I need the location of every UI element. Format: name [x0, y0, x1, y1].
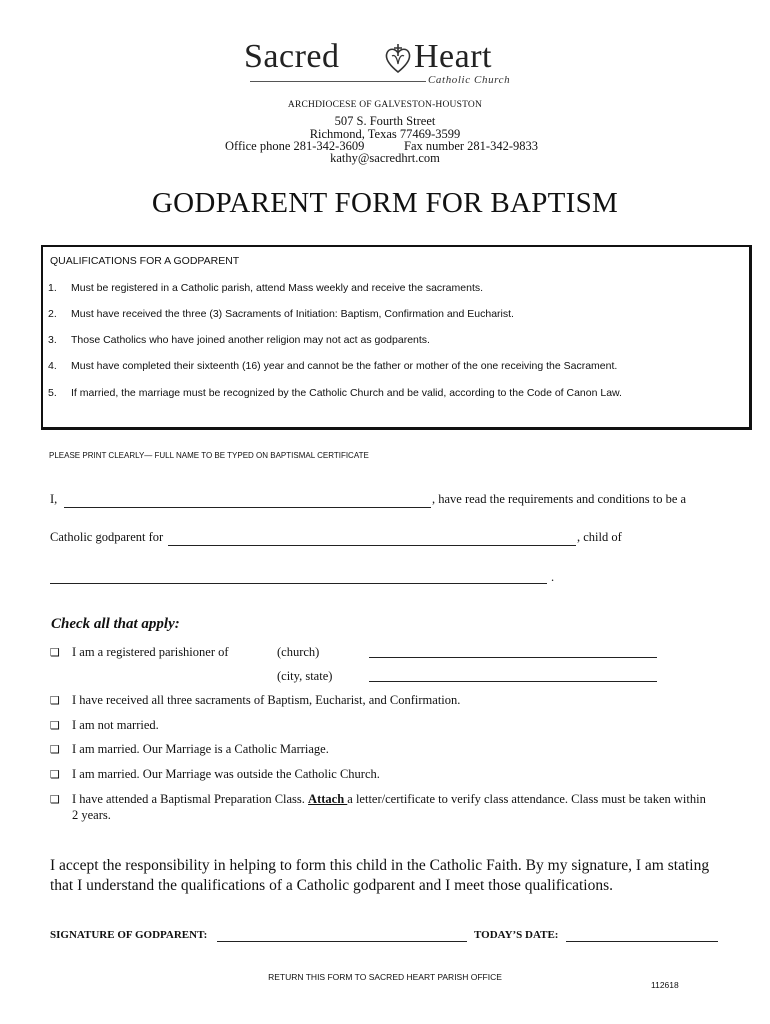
heart-cross-icon	[383, 42, 413, 76]
office-phone: Office phone 281-342-3609	[225, 139, 365, 153]
married-outside-label: I am married. Our Marriage was outside the Catholic Church.	[72, 767, 380, 781]
signature-label: SIGNATURE OF GODPARENT:	[50, 929, 208, 941]
church-label: (church)	[277, 645, 320, 659]
qualification-item: 3. Those Catholics who have joined another religion may not act as godparents.	[48, 334, 430, 346]
form-code: 112618	[651, 980, 679, 990]
print-note: PLEASE PRINT CLEARLY— FULL NAME TO BE TYPED ON BAPTISMAL CERTIFICATE	[49, 451, 369, 460]
prep-class-label-line2: 2 years.	[72, 808, 111, 822]
logo-rule	[250, 81, 426, 82]
attach-emphasis: Attach	[308, 792, 348, 806]
city-address: Richmond, Texas 77469-3599	[309, 127, 461, 141]
i-label: I,	[50, 492, 58, 506]
checkbox-sacraments[interactable]: ❑	[50, 694, 60, 707]
logo-text-right: Heart	[414, 38, 493, 75]
acceptance-line-1: I accept the responsibility in helping to form this child in the Catholic Faith. By my signature, I am stating	[50, 857, 710, 874]
checkbox-not-married[interactable]: ❑	[50, 719, 60, 732]
qualification-item: 4. Must have completed their sixteenth (16) year and cannot be the father or mother of the one receiving the Sacrament.	[48, 360, 618, 372]
have-read-text: , have read the requirements and conditions to be a	[432, 492, 687, 506]
qualification-item: 1. Must be registered in a Catholic parish, attend Mass weekly and receive the sacraments.	[48, 282, 484, 294]
fax-number: Fax number 281-342-9833	[404, 139, 539, 153]
not-married-label: I am not married.	[72, 718, 159, 732]
church-field[interactable]	[369, 657, 657, 658]
page-title: GODPARENT FORM FOR BAPTISM	[151, 187, 619, 219]
checkbox-married-outside[interactable]: ❑	[50, 768, 60, 781]
date-field[interactable]	[566, 941, 718, 942]
city-state-field[interactable]	[369, 681, 657, 682]
prep-class-label: I have attended a Baptismal Preparation Class. Attach a letter/certificate to verify class attendance. Class must be taken within	[72, 792, 706, 806]
date-label: TODAY’S DATE:	[474, 929, 559, 941]
godparent-for-label: Catholic godparent for	[50, 530, 164, 544]
child-of-text: , child of	[577, 530, 622, 544]
email: kathy@sacredhrt.com	[330, 151, 440, 165]
qualifications-heading: QUALIFICATIONS FOR A GODPARENT	[50, 255, 240, 267]
check-heading: Check all that apply:	[51, 616, 180, 632]
logo-text-left: Sacred	[244, 38, 340, 75]
parents-name-field[interactable]	[50, 583, 547, 584]
signature-field[interactable]	[217, 941, 467, 942]
period: .	[551, 570, 555, 584]
archdiocese: ARCHDIOCESE OF GALVESTON-HOUSTON	[287, 100, 483, 110]
qualification-item: 5. If married, the marriage must be recognized by the Catholic Church and be valid, according to the Code of Canon Law.	[48, 387, 622, 399]
sacraments-label: I have received all three sacraments of Baptism, Eucharist, and Confirmation.	[72, 693, 461, 707]
street-address: 507 S. Fourth Street	[334, 114, 436, 128]
city-state-label: (city, state)	[277, 669, 333, 683]
logo-subtitle: Catholic Church	[428, 74, 511, 86]
checkbox-prep-class[interactable]: ❑	[50, 793, 60, 806]
married-catholic-label: I am married. Our Marriage is a Catholic Marriage.	[72, 742, 329, 756]
parishioner-label: I am a registered parishioner of	[72, 645, 229, 659]
qualification-item: 2. Must have received the three (3) Sacraments of Initiation: Baptism, Confirmation and Eucharist.	[48, 308, 514, 320]
acceptance-line-2: that I understand the qualifications of a Catholic godparent and I meet those qualifications.	[50, 877, 613, 894]
return-note: RETURN THIS FORM TO SACRED HEART PARISH OFFICE	[268, 972, 502, 982]
child-name-field[interactable]	[168, 545, 576, 546]
checkbox-married-catholic[interactable]: ❑	[50, 743, 60, 756]
checkbox-parishioner[interactable]: ❑	[50, 646, 60, 659]
godparent-name-field[interactable]	[64, 507, 431, 508]
